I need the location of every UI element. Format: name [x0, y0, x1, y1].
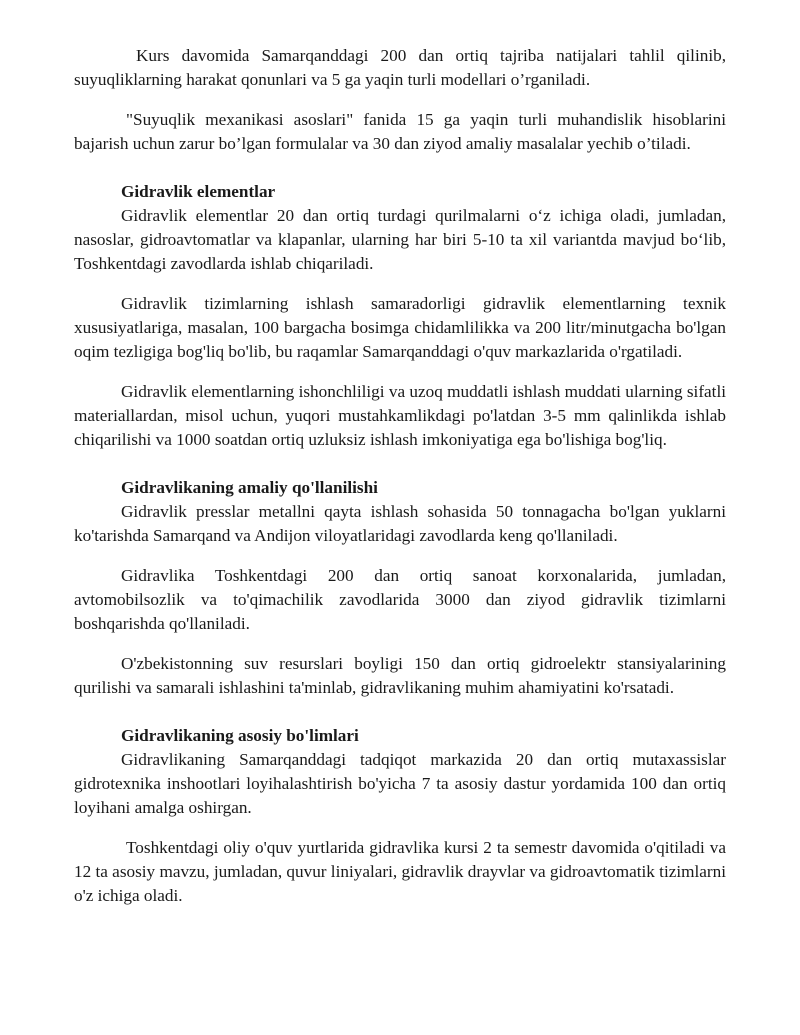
section-heading-elements: Gidravlik elementlar [121, 182, 276, 201]
section-gap [74, 172, 726, 180]
section-heading-main-divisions: Gidravlikaning asosiy bo'limlari [121, 726, 359, 745]
intro-paragraph-2: "Suyuqlik mexanikasi asoslari" fanida 15 ga yaqin turli muhandislik hisoblarini bajarish uchun zarur bo’lgan formulalar va 30 dan ziyod amaliy masalalar yechib o’tiladi. [74, 110, 726, 153]
intro-paragraph-1: Kurs davomida Samarqanddagi 200 dan ortiq tajriba natijalari tahlil qilinib, suyuqliklarning harakat qonunlari va 5 ga yaqin turli modellari o’rganiladi. [74, 46, 726, 89]
document-page [74, 44, 726, 924]
section-heading-applications: Gidravlikaning amaliy qo'llanilishi [121, 478, 378, 497]
section-gap [74, 716, 726, 724]
section-2-paragraph-1: Gidravlik presslar metallni qayta ishlash sohasida 50 tonnagacha bo'lgan yuklarni ko'tarishda Samarqand va Andijon viloyatlaridagi zavodlarda keng qo'llaniladi. [74, 502, 726, 545]
section-2-paragraph-3: O'zbekistonning suv resurslari boyligi 150 dan ortiq gidroelektr stansiyalarining qurilishi va samarali ishlashini ta'minlab, gidravlikaning muhim ahamiyatini ko'rsatadi. [74, 654, 726, 697]
section-1-paragraph-3: Gidravlik elementlarning ishonchliligi va uzoq muddatli ishlash muddati ularning sifatli materiallardan, misol uchun, yuqori mustahkamlikdagi po'latdan 3-5 mm qalinlikda ishlab chiqarilishi va 1000 soatdan ortiq uzluksiz ishlash imkoniyatiga ega bo'lishiga bog'liq. [74, 382, 726, 449]
section-3-paragraph-1: Gidravlikaning Samarqanddagi tadqiqot markazida 20 dan ortiq mutaxassislar gidrotexnika inshootlari loyihalashtirish bo'yicha 7 ta asosiy dastur yordamida 100 dan ortiq loyihani amalga oshirgan. [74, 750, 726, 817]
section-gap [74, 468, 726, 476]
section-1-paragraph-1: Gidravlik elementlar 20 dan ortiq turdagi qurilmalarni o‘z ichiga oladi, jumladan, nasoslar, gidroavtomatlar va klapanlar, ularning har biri 5-10 ta xil variantda mavjud bo‘lib, Toshkentdagi zavodlarda ishlab chiqariladi. [74, 206, 726, 273]
section-2-paragraph-2: Gidravlika Toshkentdagi 200 dan ortiq sanoat korxonalarida, jumladan, avtomobilsozlik va to'qimachilik zavodlarida 3000 dan ziyod gidravlik tizimlarni boshqarishda qo'llaniladi. [74, 566, 726, 633]
section-1-paragraph-2: Gidravlik tizimlarning ishlash samaradorligi gidravlik elementlarning texnik xususiyatlariga, masalan, 100 bargacha bosimga chidamlilikka va 200 litr/minutgacha bo'lgan oqim tezligiga bog'liq bo'lib, bu raqamlar Samarqanddagi o'quv markazlarida o'rgatiladi. [74, 294, 726, 361]
section-3-paragraph-2: Toshkentdagi oliy o'quv yurtlarida gidravlika kursi 2 ta semestr davomida o'qitiladi va 12 ta asosiy mavzu, jumladan, quvur liniyalari, gidravlik drayvlar va gidroavtomatik tizimlarni o'z ichiga oladi. [74, 838, 727, 905]
